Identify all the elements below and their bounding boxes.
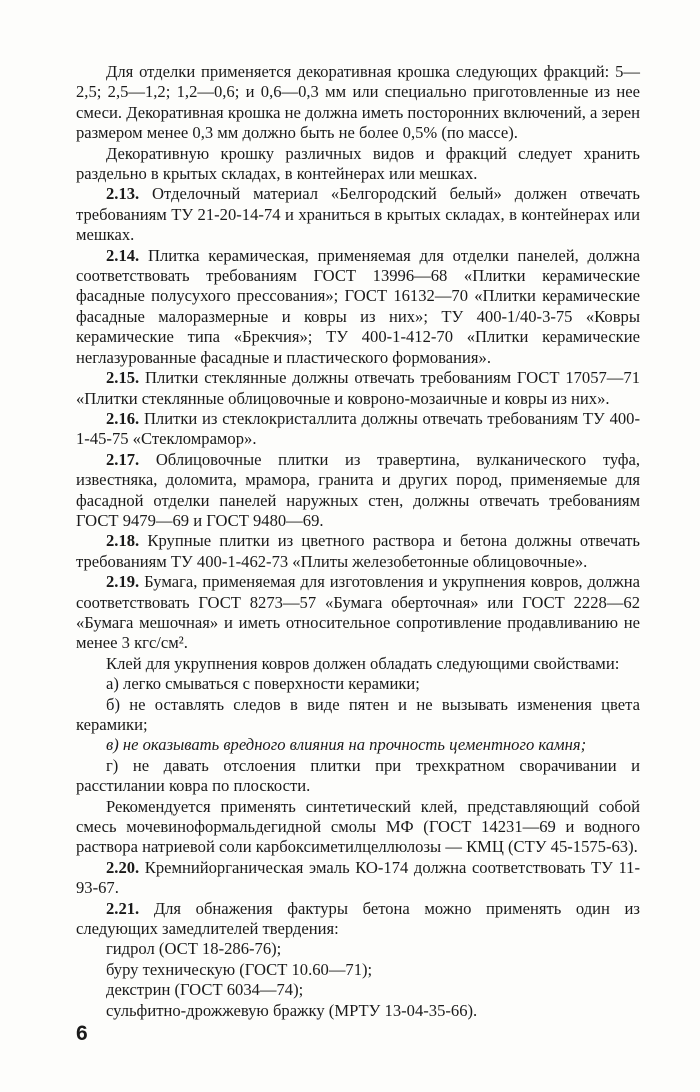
list-item-a: а) легко смываться с поверхности керамики;: [106, 674, 420, 694]
paragraph-2-19: 2.19. Бумага, применяемая для изготовления и укрупнения ковров, должна соответствовать ГОСТ 8273—57 «Бумага оберточная» или ГОСТ 2228—62 «Бумага мешочная» и иметь относительное сопротивление продавливанию не менее 3 кгс/см².: [76, 572, 640, 653]
paragraph-crumb-fractions: Для отделки применяется декоративная крошка следующих фракций: 5—2,5; 2,5—1,2; 1,2—0,6; и 0,6—0,3 мм или специально приготовленные из нее смеси. Декоративная крошка не должна иметь посторонних включений, а зерен размером менее 0,3 мм должно быть не более 0,5% (по массе).: [76, 62, 640, 143]
paragraph-glue-properties: Клей для укрупнения ковров должен обладать следующими свойствами:: [106, 653, 620, 673]
section-number: 2.17.: [106, 449, 140, 469]
section-number: 2.18.: [106, 531, 140, 551]
page-number: 6: [76, 1022, 88, 1045]
retarder-item-hydrol: гидрол (ОСТ 18-286-76);: [106, 939, 282, 959]
paragraph-2-20: 2.20. Кремнийорганическая эмаль КО-174 должна соответствовать ТУ 11-93-67.: [76, 857, 640, 898]
retarder-item-dextrin: декстрин (ГОСТ 6034—74);: [106, 980, 304, 1000]
section-number: 2.16.: [106, 408, 140, 428]
list-item-g: г) не давать отслоения плитки при трехкратном сворачивании и расстилании ковра по плоскости.: [76, 755, 640, 796]
paragraph-2-16: 2.16. Плитки из стеклокристаллита должны отвечать требованиям ТУ 400-1-45-75 «Стекломрамор».: [76, 408, 640, 449]
paragraph-2-14: 2.14. Плитка керамическая, применяемая для отделки панелей, должна соответствовать требованиям ГОСТ 13996—68 «Плитки керамические фасадные полусухого прессования»; ГОСТ 16132—70 «Плитки керамические фасадные малоразмерные и ковры из них»; ТУ 400-1/40-3-75 «Ковры керамические типа «Брекчия»; ТУ 400-1-412-70 «Плитки керамические неглазурованные фасадные и пластического формования».: [76, 245, 641, 367]
list-item-b: б) не оставлять следов в виде пятен и не вызывать изменения цвета керамики;: [76, 694, 640, 734]
paragraph-2-21: 2.21. Для обнажения фактуры бетона можно применять один из следующих замедлителей твердения:: [76, 898, 640, 939]
paragraph-glue-recommendation: Рекомендуется применять синтетический клей, представляющий собой смесь мочевиноформальдегидной смолы МФ (ГОСТ 14231—69 и водного раствора натриевой соли карбоксиметилцеллюлозы — КМЦ (СТУ 45-1575-63).: [76, 796, 640, 857]
section-number: 2.21.: [106, 898, 140, 918]
body-text: [76, 62, 640, 1021]
paragraph-2-17: 2.17. Облицовочные плитки из травертина, вулканического туфа, известняка, доломита, мрамора, гранита и других пород, применяемые для фасадной отделки панелей наружных стен, должны отвечать требованиям ГОСТ 9479—69 и ГОСТ 9480—69.: [76, 449, 640, 530]
section-number: 2.15.: [106, 368, 140, 388]
retarder-item-sulfite-yeast: сульфитно-дрожжевую бражку (МРТУ 13-04-35-66).: [106, 1000, 478, 1020]
section-number: 2.13.: [106, 184, 140, 204]
paragraph-2-13: 2.13. Отделочный материал «Белгородский белый» должен отвечать требованиям ТУ 21-20-14-74 и храниться в крытых складах, в контейнерах или мешках.: [76, 184, 640, 245]
paragraph-2-18: 2.18. Крупные плитки из цветного раствора и бетона должны отвечать требованиям ТУ 400-1-462-73 «Плиты железобетонные облицовочные».: [76, 531, 640, 571]
list-item-v: в) не оказывать вредного влияния на прочность цементного камня;: [106, 735, 587, 755]
retarder-item-borax: буру техническую (ГОСТ 10.60—71);: [106, 959, 373, 979]
paragraph-crumb-storage: Декоративную крошку различных видов и фракций следует хранить раздельно в крытых складах, в контейнерах или мешках.: [76, 143, 640, 184]
section-number: 2.20.: [106, 857, 140, 877]
paragraph-2-15: 2.15. Плитки стеклянные должны отвечать требованиям ГОСТ 17057—71 «Плитки стеклянные облицовочные и ковроно-мозаичные и ковры из них».: [76, 368, 640, 408]
section-number: 2.19.: [106, 572, 140, 592]
section-number: 2.14.: [106, 245, 140, 265]
